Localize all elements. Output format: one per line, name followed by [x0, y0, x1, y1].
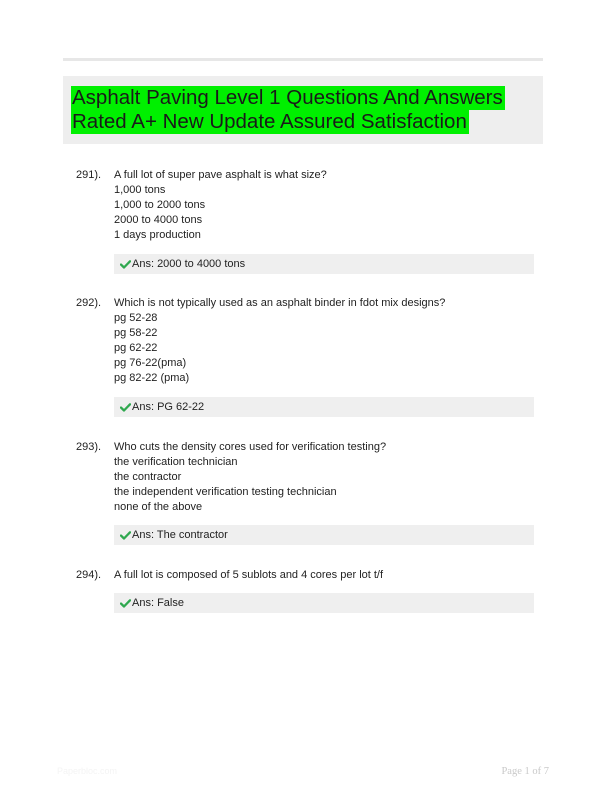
question-option: 2000 to 4000 tons [114, 214, 203, 226]
page-number: Page 1 of 7 [501, 766, 549, 777]
question-option: pg 52-28 [114, 312, 158, 324]
question-option: pg 76-22(pma) [114, 357, 187, 369]
question-option: 1 days production [114, 229, 201, 241]
question-option: the verification technician [114, 456, 238, 468]
question-option: none of the above [114, 501, 203, 513]
question-number: 294). [76, 569, 102, 581]
question-body [114, 568, 534, 583]
question-option: pg 82-22 (pma) [114, 372, 190, 384]
question-text: Who cuts the density cores used for verification testing? [114, 441, 387, 453]
answer-text: Ans: The contractor [132, 529, 228, 541]
title-line-1: Asphalt Paving Level 1 Questions And Answers [72, 86, 503, 109]
check-icon [119, 593, 131, 613]
check-icon [119, 254, 131, 274]
question-number: 293). [76, 441, 102, 453]
question-option: the independent verification testing technician [114, 486, 337, 498]
question-number: 291). [76, 169, 102, 181]
answer-text: Ans: False [132, 597, 184, 609]
page-title [71, 86, 505, 134]
title-box [63, 76, 543, 144]
question-body [114, 296, 534, 386]
check-icon [119, 397, 131, 417]
question-text: Which is not typically used as an asphalt binder in fdot mix designs? [114, 297, 446, 309]
answer-box [114, 593, 534, 613]
question-option: 1,000 tons [114, 184, 166, 196]
question-text: A full lot is composed of 5 sublots and 4 cores per lot t/f [114, 569, 384, 581]
answer-box [114, 525, 534, 545]
question-option: pg 58-22 [114, 327, 158, 339]
question-option: 1,000 to 2000 tons [114, 199, 206, 211]
answer-text: Ans: 2000 to 4000 tons [132, 258, 246, 270]
check-icon [119, 525, 131, 545]
question-option: the contractor [114, 471, 182, 483]
question-number: 292). [76, 297, 102, 309]
question-text: A full lot of super pave asphalt is what size? [114, 169, 327, 181]
question-option: pg 62-22 [114, 342, 158, 354]
question-body [114, 440, 534, 515]
top-rule [63, 58, 543, 61]
footer-watermark: Paperbloc.com [57, 766, 118, 776]
answer-box [114, 254, 534, 274]
answer-text: Ans: PG 62-22 [132, 401, 205, 413]
question-body [114, 168, 534, 243]
title-line-2: Rated A+ New Update Assured Satisfaction [72, 110, 467, 133]
answer-box [114, 397, 534, 417]
